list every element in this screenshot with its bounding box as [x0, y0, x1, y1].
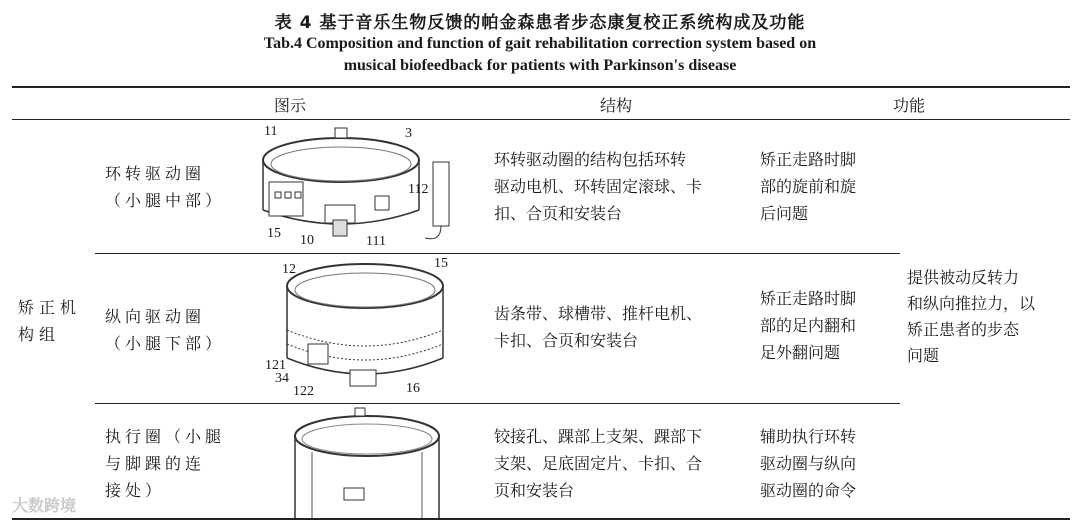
group-label-line2: 构组 — [18, 325, 61, 344]
table-caption-cn: 表 4 基于音乐生物反馈的帕金森患者步态康复校正系统构成及功能 — [274, 13, 806, 33]
table-caption-en-line1: Tab.4 Composition and function of gait rehabilitation correction system based on — [263, 35, 817, 52]
row1-label-3: 3 — [405, 126, 412, 141]
row1-structure: 环转驱动圈的结构包括环转 驱动电机、环转固定滚球、卡 扣、合页和安装台 — [494, 150, 703, 223]
row-divider-1 — [95, 253, 900, 254]
row2-label-34: 34 — [275, 371, 289, 386]
row2-name: 纵向驱动圈 （小腿下部） — [105, 307, 226, 353]
row3-name: 执行圈（小腿 与脚踝的连 接处） — [105, 427, 226, 500]
row2-label-12: 12 — [282, 262, 296, 277]
row2-label-122: 122 — [293, 384, 314, 399]
table-bottom-rule — [12, 518, 1070, 520]
row3-structure: 铰接孔、踝部上支架、踝部下 支架、足底固定片、卡扣、合 页和安装台 — [494, 427, 703, 500]
row1-label-111: 111 — [366, 234, 386, 249]
group-shared-function: 提供被动反转力 和纵向推拉力，以 矫正患者的步态 问题 — [907, 268, 1036, 365]
row2-label-16: 16 — [406, 381, 420, 396]
table-header-rule — [12, 119, 1070, 120]
group-label-line1: 矫正机 — [18, 298, 82, 317]
row1-label-10: 10 — [300, 233, 314, 248]
row1-name: 环转驱动圈 （小腿中部） — [105, 164, 226, 210]
row2-ring-diagram — [280, 258, 450, 403]
row1-label-11: 11 — [264, 124, 278, 139]
watermark: 大数跨境 — [12, 496, 77, 515]
row2-function: 矫正走路时脚 部的足内翻和 足外翻问题 — [760, 289, 857, 362]
group-label — [18, 294, 81, 348]
table-top-rule — [12, 86, 1070, 88]
row2-label-15: 15 — [434, 256, 448, 271]
row3-ring-diagram — [282, 406, 452, 518]
row2-structure: 齿条带、球槽带、推杆电机、 卡扣、合页和安装台 — [494, 304, 703, 350]
row-divider-2 — [95, 403, 900, 404]
row1-label-15: 15 — [267, 226, 281, 241]
row2-label-121: 121 — [265, 358, 286, 373]
row1-ring-diagram — [255, 120, 465, 252]
table-caption-en-line2: musical biofeedback for patients with Parkinson's disease — [343, 57, 737, 74]
row1-label-112: 112 — [408, 182, 429, 197]
header-function: 功能 — [893, 96, 926, 115]
header-structure: 结构 — [600, 96, 633, 115]
row1-function: 矫正走路时脚 部的旋前和旋 后问题 — [760, 150, 857, 223]
header-figure: 图示 — [274, 96, 307, 115]
row3-function: 辅助执行环转 驱动圈与纵向 驱动圈的命令 — [760, 427, 857, 500]
